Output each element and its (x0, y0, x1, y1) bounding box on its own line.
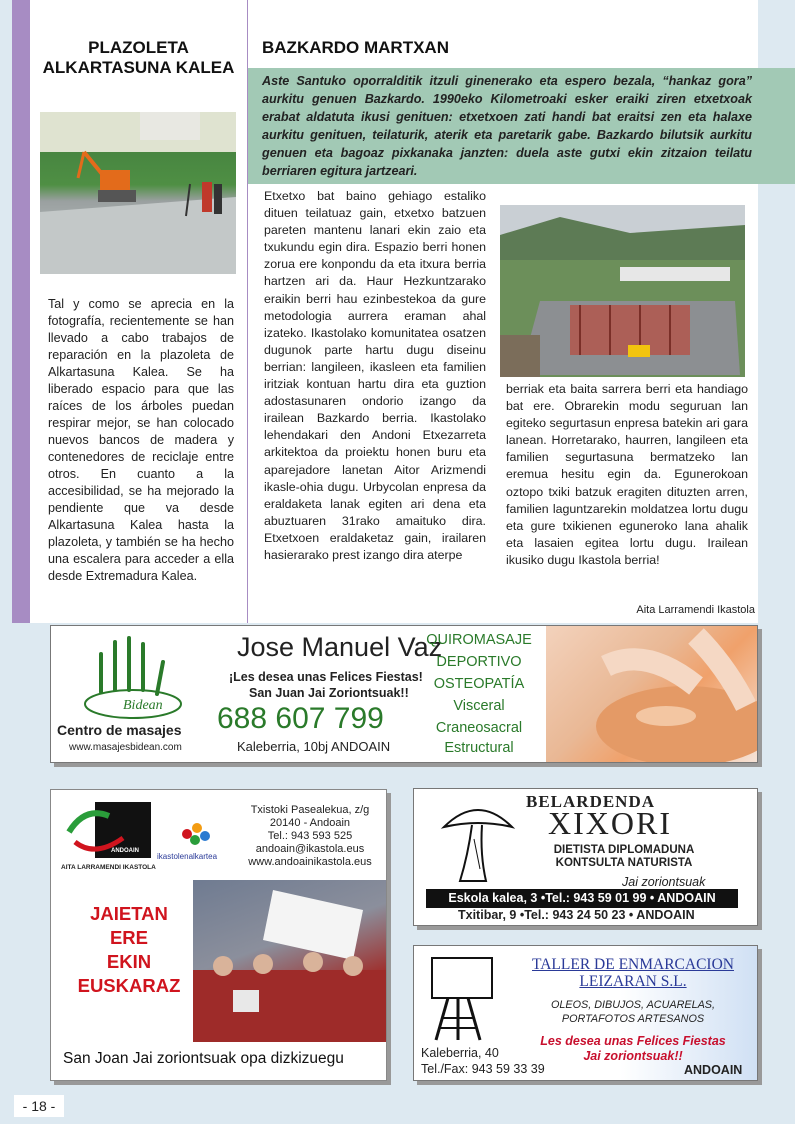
article-headline: BAZKARDO MARTXAN (262, 38, 449, 57)
taller-title[interactable] (518, 956, 748, 990)
slogan-line: EKIN (106, 951, 152, 972)
parade-scene-icon (193, 880, 387, 1042)
massage-photo (546, 626, 758, 763)
taller-services-line: OLEOS, DIBUJOS, ACUARELAS, (551, 999, 715, 1011)
belardenda-title: BELARDENDA (526, 792, 656, 811)
belardenda-line: DIETISTA DIPLOMADUNA (553, 844, 695, 856)
taller-title-line[interactable]: TALLER DE ENMARCACION (532, 956, 734, 973)
belardenda-jai: Jai zoriontsuak (622, 875, 706, 889)
ad-bidean (50, 625, 758, 763)
slogan-line: JAIETAN (90, 903, 168, 924)
ad-belardenda (413, 788, 758, 926)
bidean-address: Kaleberria, 10bj ANDOAIN (237, 739, 391, 754)
ikastola-tel: Tel.: 943 593 525 (267, 830, 353, 842)
bidean-service: OSTEOPATÍA (433, 676, 525, 692)
left-body-text: Tal y como se aprecia en la fotografía, recientemente se han llevado a cabo trabajos de reparación en la plazoleta de Alkartasuna Kalea. Se ha liberado espacio para que las raíces de los árboles puedan respirar mejor, se han colocado nuevos bancos de madera y contenedores de reciclaje entre otros. En cuanto a la accesibilidad, se ha mejorado la pendiente que va desde Alkartasuna Kalea hasta la plazoleta, y también se ha hecho una escalera para acceder a ella desde Extremadura Kalea. (48, 297, 234, 583)
ad-ikastola (50, 789, 387, 1081)
belardenda-name: XIXORI (548, 805, 672, 841)
bidean-service: QUIROMASAJE (426, 632, 532, 648)
bidean-phone: 688 607 799 (217, 702, 384, 735)
ad-taller-leizaran (413, 945, 758, 1081)
taller-wish-line: Jai zoriontsuak!! (583, 1049, 683, 1063)
massage-scene-icon (546, 626, 758, 763)
bidean-wish-1: ¡Les desea unas Felices Fiestas! (229, 670, 423, 684)
ikastola-web[interactable]: www.andoainikastola.eus (248, 856, 372, 868)
belardenda-address-bar: Eskola kalea, 3 •Tel.: 943 59 01 99 • ANDOAIN (426, 889, 738, 908)
ikastola-slogan (65, 902, 193, 998)
article-column-1: Etxetxo bat baino gehiago estaliko dituen teilatuaz gain, etxetxo batzuen pareten mantenu lanari ekin zaio eta txukundu egin dira. Espazio berri honen zorua ere konpondu da eta itxura berria hartzen ari da. Haur Hezkuntzarako eraikin berri hau ezinbestekoa da gure metodologia aurrera eraman ahal izateko. Ikastolako komunitatea osatzen dugunok parte hartu dugu diseinu berrian: langileen, ikasleen eta familien iritziak kontuan hartu dira eta guztion adostasunaren ondorio izango da irailean Bazkardo berria. Ikastolako lehendakari den Andoni Etxezarreta arkitektoa da proiektu honen buru eta aparejadore lanetan Aitor Arizmendi ikasle-ohia dugu. Urbycolan enpresa da eraldaketa lanak egiten ari dena eta abuztuaren 31rako amaituko dira. Etxetxoen eraldaketaz gain, irailaren hasierarako prest izango dira aterpe (264, 189, 486, 562)
ikastola-postal: 20140 - Andoain (269, 817, 351, 829)
bidean-web: www.masajesbidean.com (69, 742, 182, 753)
page-number: - 18 - (14, 1095, 64, 1117)
taller-wish-line: Les desea unas Felices Fiestas (540, 1034, 726, 1048)
bidean-service: Estructural (444, 740, 514, 756)
belardenda-txitibar: Txitibar, 9 •Tel.: 943 24 50 23 • ANDOAIN (458, 908, 695, 922)
taller-wishes (518, 1034, 748, 1064)
bidean-brand: Bidean (123, 698, 163, 713)
left-headline: PLAZOLETA ALKARTASUNA KALEA (42, 38, 235, 77)
ikastola-logo-icon (65, 802, 151, 862)
parade-photo (193, 880, 387, 1042)
taller-town: ANDOAIN (684, 1063, 743, 1077)
mushroom-icon (440, 799, 516, 885)
slogan-line: ERE (109, 927, 149, 948)
ikastola-footer: San Joan Jai zoriontsuak opa dizkizuegu (63, 1050, 344, 1067)
bidean-hand-logo-icon (71, 632, 221, 724)
ikastolen-alkartea-logo-icon (175, 820, 215, 848)
ikastola-logo-text: ANDOAIN (111, 848, 139, 854)
construction-site-photo (500, 205, 745, 377)
taller-services-line: PORTAFOTOS ARTESANOS (561, 1013, 705, 1025)
ikastola-email[interactable]: andoain@ikastola.eus (255, 843, 365, 855)
bidean-wish-2: San Juan Jai Zoriontsuak!! (249, 686, 409, 700)
article-lead: Aste Santuko oporralditik itzuli ginenerako eta espero bezala, “hankaz gora” aurkitu genuen Bazkardo. 1990eko Kilometroaki esker eraiki ziren etxetxoak erabat aldatuta ikusi genituen: etxetxoen zati handi bat eraitsi zen eta halaxe aurkitu genituen, teilaturik, aterik eta paretarik gabe. Bazkardo bilutsik aurkitu genuen eta bagoaz pixkanaka janzten: duela aste gutxi ekin zitzaion teilatu berriaren egitura jartzeari. (262, 74, 752, 178)
slogan-line: EUSKARAZ (77, 975, 181, 996)
easel-icon (428, 954, 504, 1042)
belardenda-services (524, 844, 724, 870)
ikastolen-label: ikastolenalkartea (157, 852, 218, 861)
bidean-service: Craneosacral (435, 720, 523, 736)
plazoleta-photo (40, 112, 236, 274)
article-credit: Aita Larramendi Ikastola (636, 604, 755, 616)
bidean-service: DEPORTIVO (436, 654, 522, 670)
bidean-service: Visceral (453, 698, 505, 714)
taller-title-line[interactable]: LEIZARAN S.L. (579, 973, 687, 990)
ikastola-contact (235, 804, 385, 869)
taller-services (518, 998, 748, 1026)
belardenda-line: KONTSULTA NATURISTA (555, 857, 693, 869)
taller-address: Kaleberria, 40 (421, 1046, 499, 1060)
construction-scene-icon (500, 205, 745, 377)
ikastola-school-label: AITA LARRAMENDI IKASTOLA (61, 864, 156, 871)
ikastola-address: Txistoki Pasealekua, z/g (250, 804, 370, 816)
bidean-name: Jose Manuel Vaz (237, 632, 443, 662)
taller-tel: Tel./Fax: 943 59 33 39 (421, 1062, 545, 1076)
excavator-scene-icon (40, 112, 236, 274)
bidean-center-label: Centro de masajes (57, 722, 182, 738)
article-column-2: berriak eta baita sarrera berri eta handiago bat ere. Obrarekin modu seguruan lan egiteko segurtasun enpresa batekin ari gara lanean. Horretarako, haurren, langileen eta familien segurtasuna bermatzeko lan eremua hesitu egin da. Egunerokoan oztopo txiki batzuk eragiten dituzten arren, familien laguntzarekin moldatzea lortu dugu eta gure txikienen eguneroko lana ahalik eta lasaien egitea lortu dugu. Irailean ikusiko dugu Ikastola berria! (506, 382, 748, 567)
